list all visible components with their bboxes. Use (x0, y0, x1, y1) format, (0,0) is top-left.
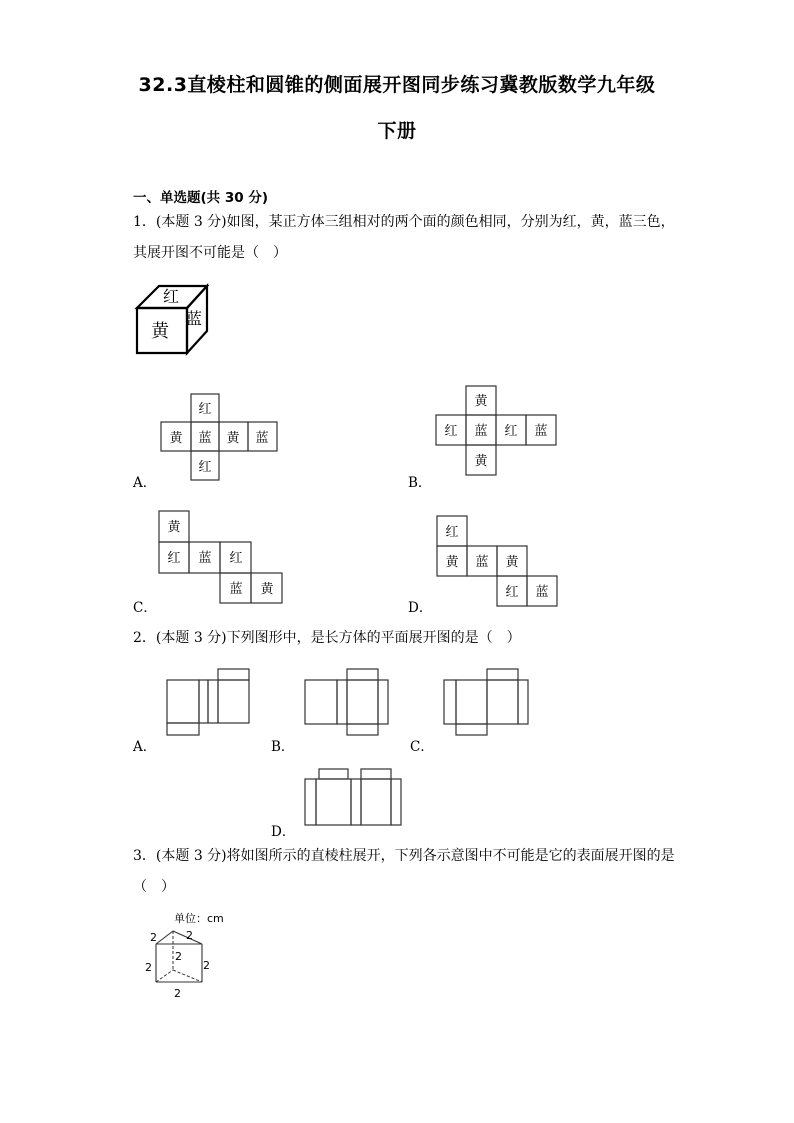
net-b-cell: 红 (444, 424, 458, 439)
q2-figure-d (303, 767, 405, 829)
net-b-cell: 黄 (474, 394, 488, 409)
net-c-cell: 黄 (167, 520, 181, 535)
net-d-cell: 黄 (505, 555, 519, 570)
net-b-cell: 蓝 (534, 424, 548, 439)
question-2-text: 2．(本题 3 分)下列图形中，是长方体的平面展开图的是（ ） (133, 630, 521, 646)
page-title: 32.3直棱柱和圆锥的侧面展开图同步练习冀教版数学九年级 (138, 74, 656, 96)
dim-label: 2 (145, 961, 152, 974)
net-c-cell: 红 (167, 551, 181, 566)
net-a-cell: 蓝 (198, 431, 212, 446)
net-d-cell: 红 (445, 525, 459, 540)
net-option-b (435, 385, 559, 478)
net-c-cell: 红 (229, 551, 243, 566)
net-a-cell: 黄 (169, 431, 183, 446)
q2-option-d-label[interactable]: D． (271, 824, 296, 840)
dim-label: 2 (175, 950, 182, 963)
unit-label: 单位：cm (174, 912, 224, 925)
dim-label: 2 (203, 959, 210, 972)
q2-option-a-label[interactable]: A． (133, 739, 157, 755)
cube-top-label: 红 (163, 287, 180, 306)
q2-figure-a (164, 668, 252, 740)
option-d-label[interactable]: D． (408, 600, 433, 616)
option-b-label[interactable]: B． (408, 475, 432, 491)
dim-label: 2 (174, 987, 181, 1000)
net-a-cell: 红 (198, 402, 212, 417)
option-a-label[interactable]: A． (133, 475, 157, 491)
section-header: 一、单选题(共 30 分) (133, 190, 269, 206)
q2-option-c-label[interactable]: C． (410, 739, 434, 755)
prism-figure (140, 908, 250, 1004)
q2-option-b-label[interactable]: B． (271, 739, 295, 755)
net-c-cell: 黄 (260, 582, 274, 597)
cube-right-label: 蓝 (186, 309, 203, 328)
net-b-cell: 黄 (474, 454, 488, 469)
net-option-a (160, 392, 280, 484)
net-c-cell: 蓝 (229, 582, 243, 597)
q2-figure-c (442, 668, 530, 740)
net-b-cell: 蓝 (474, 424, 488, 439)
dim-label: 2 (150, 931, 157, 944)
net-option-d (436, 515, 560, 609)
net-c-cell: 蓝 (198, 551, 212, 566)
net-d-cell: 蓝 (475, 555, 489, 570)
cube-figure (133, 280, 213, 360)
q2-figure-b (303, 668, 391, 740)
net-a-cell: 蓝 (255, 431, 269, 446)
option-c-label[interactable]: C． (133, 600, 157, 616)
cube-front-label: 黄 (151, 321, 169, 342)
page-title-line2: 下册 (377, 120, 417, 142)
net-option-c (158, 510, 286, 606)
net-b-cell: 红 (504, 424, 518, 439)
net-d-cell: 红 (505, 585, 519, 600)
net-d-cell: 黄 (445, 555, 459, 570)
dim-label: 2 (186, 929, 193, 942)
question-1-text-line2: 其展开图不可能是（ ） (133, 245, 287, 261)
question-3-text-line2: （ ） (133, 879, 175, 895)
net-a-cell: 黄 (226, 431, 240, 446)
net-d-cell: 蓝 (535, 585, 549, 600)
net-a-cell: 红 (198, 460, 212, 475)
question-1-text: 1．(本题 3 分)如图，某正方体三组相对的两个面的颜色相同，分别为红，黄，蓝三色， (133, 214, 675, 230)
question-3-text: 3．(本题 3 分)将如图所示的直棱柱展开，下列各示意图中不可能是它的表面展开图的是 (133, 848, 675, 864)
